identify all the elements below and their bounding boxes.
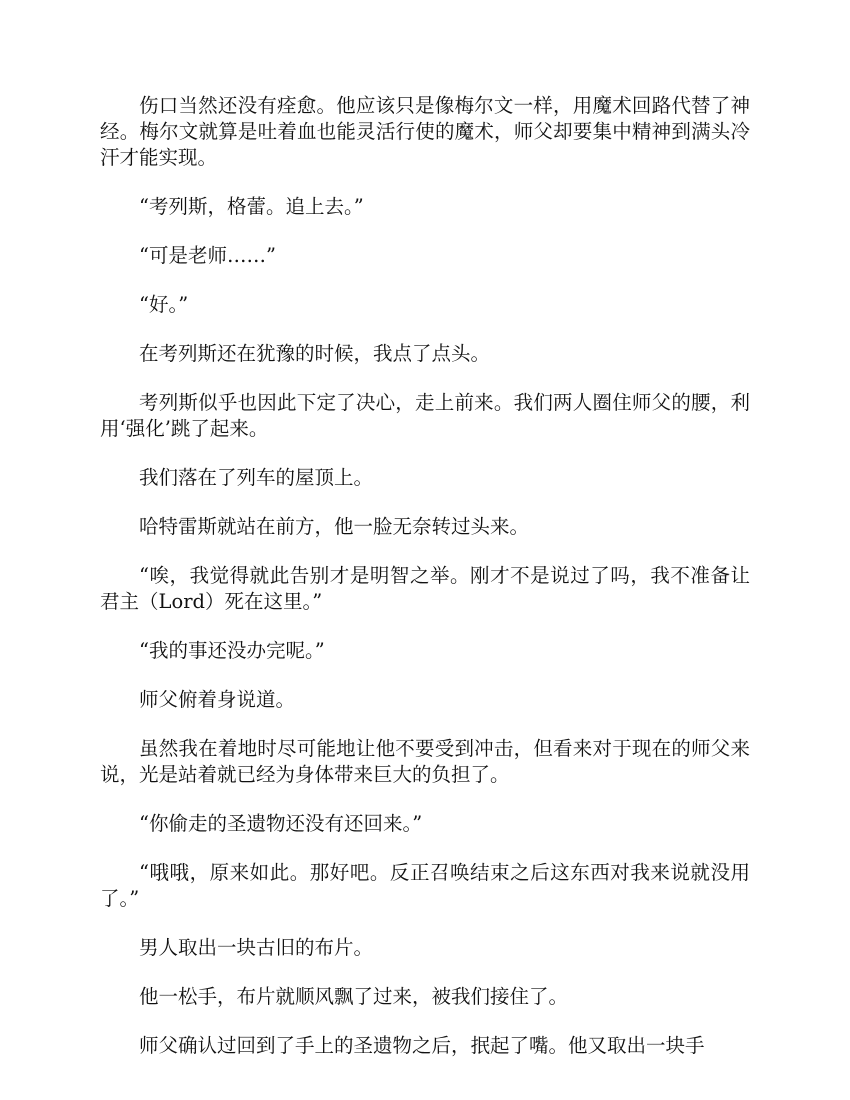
paragraph: “好。” bbox=[139, 293, 189, 316]
paragraph: “你偷走的圣遗物还没有还回来。” bbox=[139, 812, 423, 835]
paragraph: 伤口当然还没有痊愈。他应该只是像梅尔文一样，用魔术回路代替了神经。梅尔文就算是吐着血也能灵活行使的魔术，师父却要集中精神到满头冷汗才能实现。 bbox=[100, 94, 750, 169]
document-page bbox=[100, 93, 750, 1082]
paragraph: “我的事还没办完呢。” bbox=[139, 639, 325, 662]
paragraph: “哦哦，原来如此。那好吧。反正召唤结束之后这东西对我来说就没用了。” bbox=[100, 861, 750, 910]
paragraph: “可是老师……” bbox=[139, 244, 276, 267]
paragraph: 师父确认过回到了手上的圣遗物之后，抿起了嘴。他又取出一块手 bbox=[139, 1034, 705, 1057]
paragraph: 在考列斯还在犹豫的时候，我点了点头。 bbox=[139, 342, 491, 365]
paragraph: 哈特雷斯就站在前方，他一脸无奈转过头来。 bbox=[139, 515, 530, 538]
paragraph: “考列斯，格蕾。追上去。” bbox=[139, 195, 364, 218]
paragraph: 男人取出一块古旧的布片。 bbox=[139, 936, 374, 959]
paragraph: 师父俯着身说道。 bbox=[139, 688, 296, 711]
paragraph: “唉，我觉得就此告别才是明智之举。刚才不是说过了吗，我不准备让君主（Lord）死在这里。” bbox=[100, 564, 750, 613]
paragraph: 虽然我在着地时尽可能地让他不要受到冲击，但看来对于现在的师父来说，光是站着就已经为身体带来巨大的负担了。 bbox=[100, 737, 750, 786]
paragraph: 考列斯似乎也因此下定了决心，走上前来。我们两人圈住师父的腰，利用‘强化’跳了起来。 bbox=[100, 391, 750, 440]
paragraph: 我们落在了列车的屋顶上。 bbox=[139, 466, 374, 489]
paragraph: 他一松手，布片就顺风飘了过来，被我们接住了。 bbox=[139, 985, 569, 1008]
